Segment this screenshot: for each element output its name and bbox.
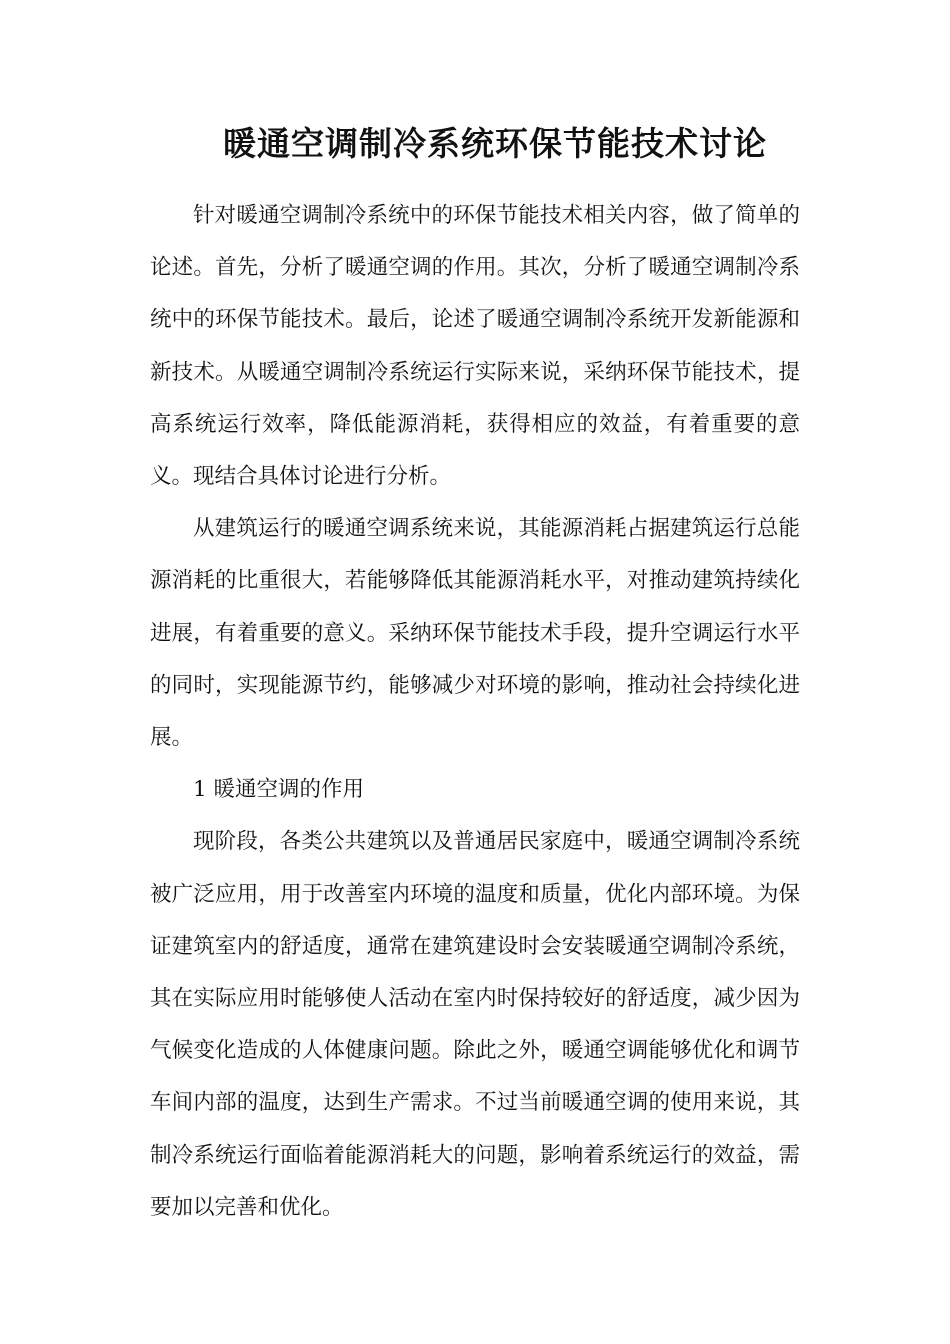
document-title: 暖通空调制冷系统环保节能技术讨论 (223, 124, 767, 163)
document-body (150, 190, 800, 1234)
section-heading: 1 暖通空调的作用 (193, 777, 365, 803)
section-paragraph: 现阶段，各类公共建筑以及普通居民家庭中，暖通空调制冷系统被广泛应用，用于改善室内环境的温度和质量，优化内部环境。为保证建筑室内的舒适度，通常在建筑建设时会安装暖通空调制冷系统，其在实际应用时能够使人活动在室内时保持较好的舒适度，减少因为气候变化造成的人体健康问题。除此之外，暖通空调能够优化和调节车间内部的温度，达到生产需求。不过当前暖通空调的使用来说，其制冷系统运行面临着能源消耗大的问题，影响着系统运行的效益，需要加以完善和优化。 (150, 829, 800, 1220)
background-paragraph: 从建筑运行的暖通空调系统来说，其能源消耗占据建筑运行总能源消耗的比重很大，若能够降低其能源消耗水平，对推动建筑持续化进展，有着重要的意义。采纳环保节能技术手段，提升空调运行水平的同时，实现能源节约，能够减少对环境的影响，推动社会持续化进展。 (150, 516, 800, 751)
intro-paragraph: 针对暖通空调制冷系统中的环保节能技术相关内容，做了简单的论述。首先，分析了暖通空调的作用。其次，分析了暖通空调制冷系统中的环保节能技术。最后，论述了暖通空调制冷系统开发新能源和新技术。从暖通空调制冷系统运行实际来说，采纳环保节能技术，提高系统运行效率，降低能源消耗，获得相应的效益，有着重要的意义。现结合具体讨论进行分析。 (150, 203, 800, 490)
